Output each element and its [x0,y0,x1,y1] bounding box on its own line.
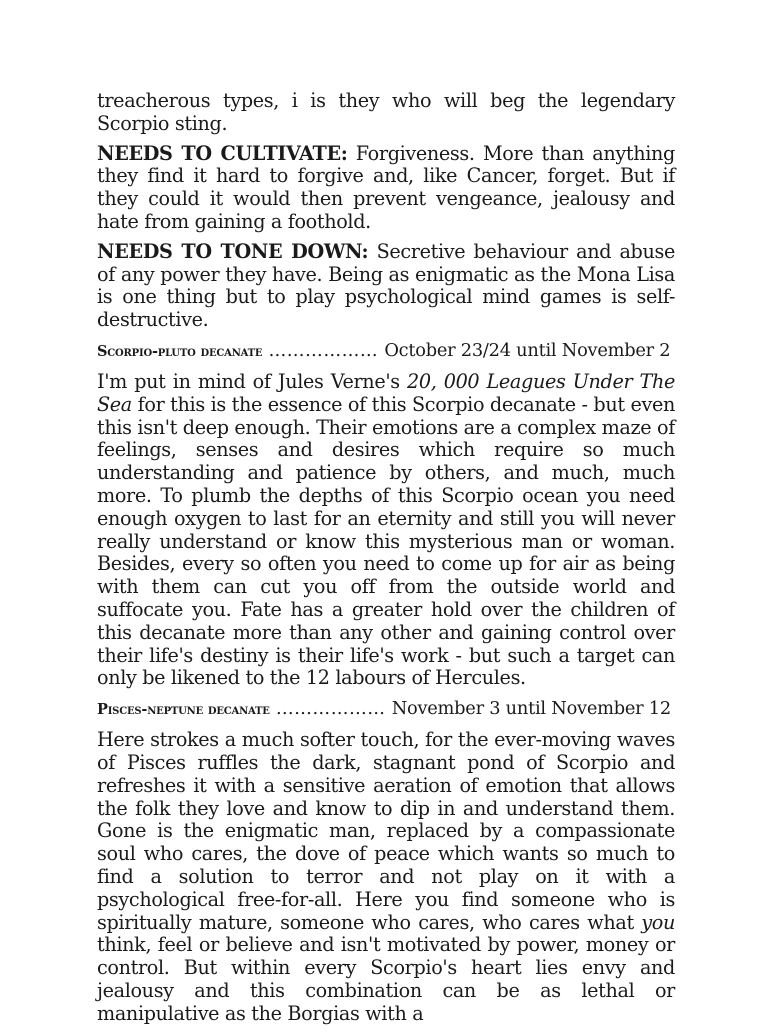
decanate-dates: November 3 until November 12 [391,698,671,720]
paragraph-continued: treacherous types, i is they who will beg the legendary Scorpio sting. [97,89,675,135]
scorpio-pluto-paragraph [97,371,675,690]
pisces-neptune-decanate-heading [97,697,675,721]
body-text: for this is the essence of this Scorpio decanate - but even this isn't deep enough. Their emotions are a complex maze of feelings, senses and desires which require so much understanding and patience by others, and much, much more. To plumb the depths of this Scorpio ocean you need enough oxygen to last for an eternity and still you will never really understand or know this mysterious man or woman. Besides, every so often you need to come up for air as being with them can cut you off from the outside world and suffocate you. Fate has a greater hold over the children of this decanate more than any other and gaining control over their life's destiny is their life's work - but such a target can only be likened to the 12 labours of Hercules. [97,392,675,690]
scorpio-pluto-decanate-heading [97,339,675,363]
needs-to-cultivate-paragraph [97,143,675,234]
needs-to-tone-down-label: NEEDS TO TONE DOWN: [97,239,369,263]
needs-to-tone-down-paragraph [97,241,675,332]
leader-dots: ……………… [262,339,385,361]
document-page [97,90,675,1032]
decanate-title: Pisces-neptune decanate [97,701,270,719]
book-title: 20, 000 Leagues Under The Sea [97,369,676,416]
body-text: think, feel or believe and isn't motivated by power, money or control. But within every Scorpio's heart lies envy and jealousy and this combination can be as lethal or manipulative as the Borgias with a [97,933,675,1025]
emphasis: you [641,910,675,934]
pisces-neptune-paragraph [97,729,675,1025]
decanate-dates: October 23/24 until November 2 [384,339,671,361]
leader-dots: ……………… [269,698,392,720]
body-text: Here strokes a much softer touch, for the ever-moving waves of Pisces ruffles the dark, stagnant pond of Scorpio and refreshes it with a sensitive aeration of emotion that allows the folk they love and know to dip in and understand them. Gone is the enigmatic man, replaced by a compassionate soul who cares, the dove of peace which wants so much to find a solution to terror and not play on it with a psychological free-for-all. Here you find someone who is spiritually mature, someone who cares, who cares what [97,728,675,934]
needs-to-tone-down-text: Secretive behaviour and abuse of any power they have. Being as enigmatic as the Mona Lisa is one thing but to play psychological mind games is self-destructive. [97,239,675,332]
needs-to-cultivate-label: NEEDS TO CULTIVATE: [97,141,348,165]
decanate-title: Scorpio-pluto decanate [97,342,263,360]
needs-to-cultivate-text: Forgiveness. More than anything they find it hard to forgive and, like Cancer, forget. But if they could it would then prevent vengeance, jealousy and hate from gaining a foothold. [97,141,675,233]
body-text: I'm put in mind of Jules Verne's [97,369,407,393]
